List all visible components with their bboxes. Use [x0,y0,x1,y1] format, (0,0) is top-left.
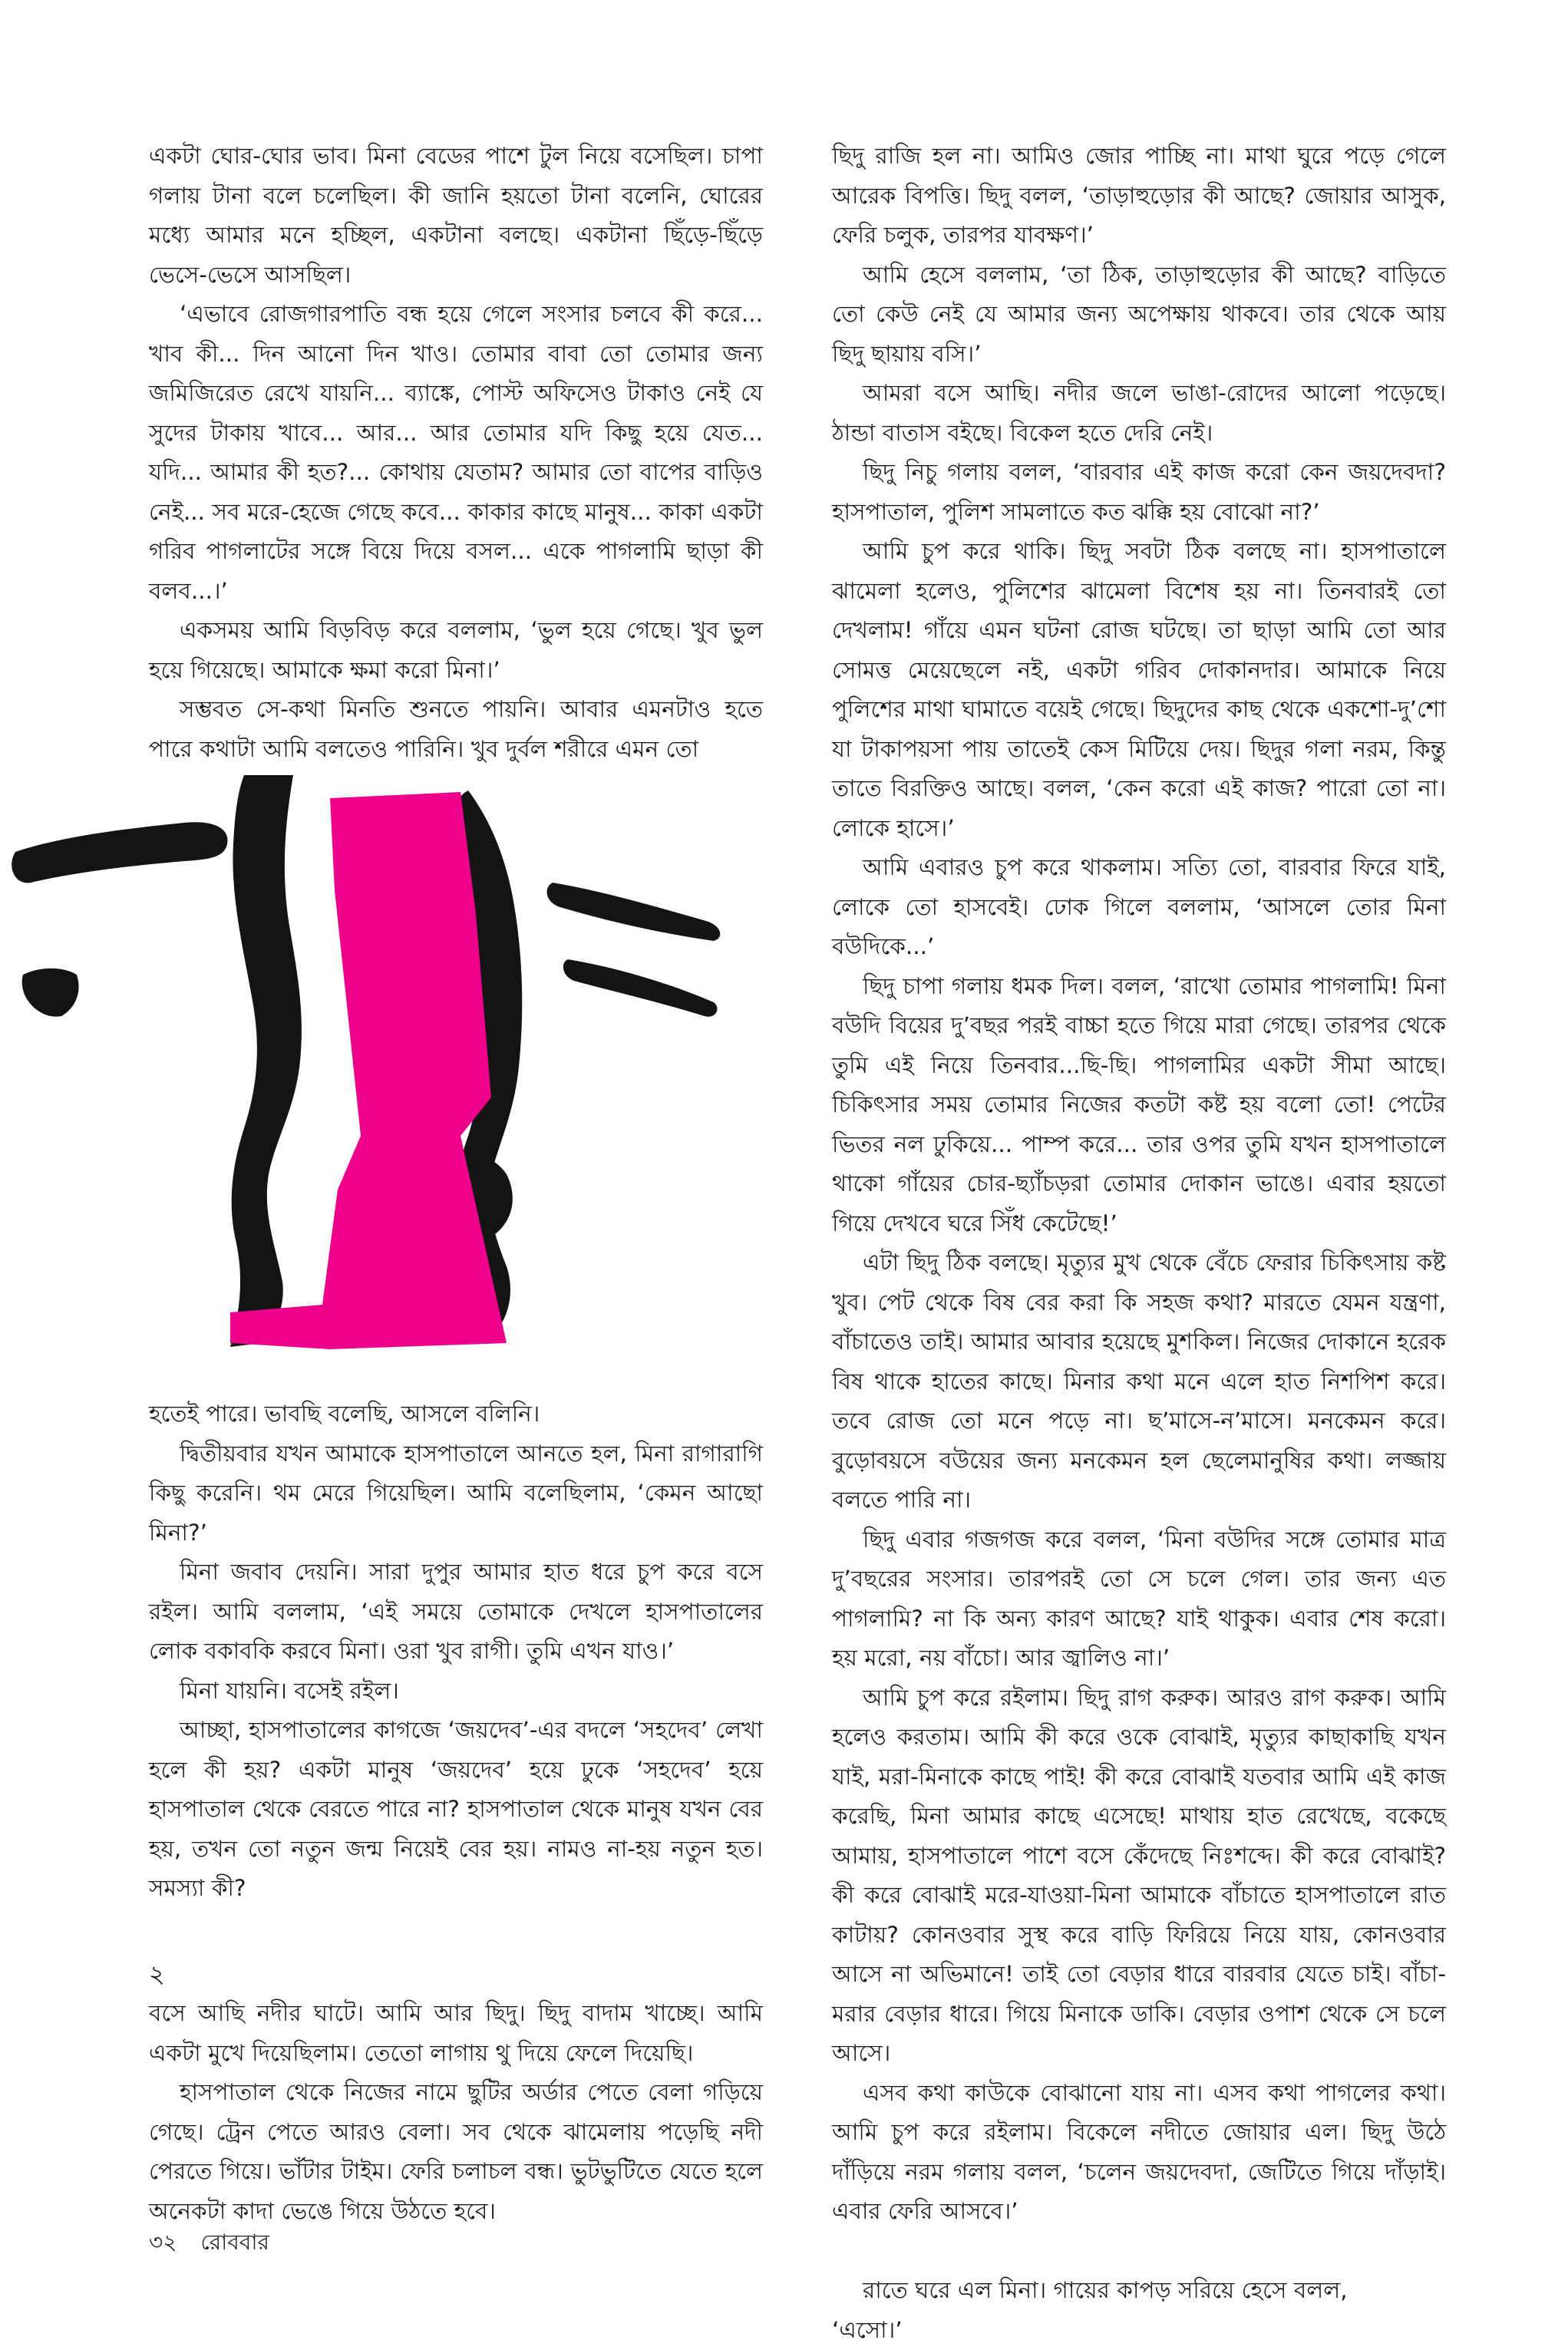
paragraph: সম্ভবত সে-কথা মিনতি শুনতে পায়নি। আবার এমনটাও হতে পারে কথাটা আমি বলতেও পারিনি। খুব দুর্বল শরীরে এমন তো [149,690,763,769]
left-column-bottom [149,1394,763,2231]
paragraph: ‘এভাবে রোজগারপাতি বন্ধ হয়ে গেলে সংসার চলবে কী করে... খাব কী... দিন আনো দিন খাও। তোমার বাবা তো তোমার জন্য জমিজিরেত রেখে যায়নি... ব্যাঙ্কে, পোস্ট অফিসেও টাকাও নেই যে সুদের টাকায় খাবে... আর... আর তোমার যদি কিছু হয়ে যেত... যদি... আমার কী হত?... কোথায় যেতাম? আমার তো বাপের বাড়িও নেই... সব মরে-হেজে গেছে কবে... কাকার কাছে মানুষ... কাকা একটা গরিব পাগলাটের সঙ্গে বিয়ে দিয়ে বসল... একে পাগলামি ছাড়া কী বলব...।’ [149,295,763,611]
closing-paragraphs [832,2271,1446,2350]
paragraph: এসব কথা কাউকে বোঝানো যায় না। এসব কথা পাগলের কথা। আমি চুপ করে রইলাম। বিকেলে নদীতে জোয়ার এল। ছিদু উঠে দাঁড়িয়ে নরম গলায় বলল, ‘চলেন জয়দেবদা, জেটিতে গিয়ে দাঁড়াই। এবার ফেরি আসবে।’ [832,2074,1446,2232]
section-number: ২ [149,1955,763,1995]
paragraph: আমি হেসে বললাম, ‘তা ঠিক, তাড়াহুড়োর কী আছে? বাড়িতে তো কেউ নেই যে আমার জন্য অপেক্ষায় থাকবে। তার থেকে আয় ছিদু ছায়ায় বসি।’ [832,256,1446,375]
left-column-top [149,137,763,769]
paragraph: আচ্ছা, হাসপাতালের কাগজে ‘জয়দেব’-এর বদলে ‘সহদেব’ লেখা হলে কী হয়? একটা মানুষ ‘জয়দেব’ হয়ে ঢুকে ‘সহদেব’ হয়ে হাসপাতাল থেকে বেরতে পারে না? হাসপাতাল থেকে মানুষ যখন বের হয়, তখন তো নতুন জন্ম নিয়েই বের হয়। নামও না-হয় নতুন হত। সমস্যা কী? [149,1711,763,1909]
paragraph: ছিদু এবার গজগজ করে বলল, ‘মিনা বউদির সঙ্গে তোমার মাত্র দু’বছরের সংসার। তারপরই তো সে চলে গেল। তার জন্য এত পাগলামি? না কি অন্য কারণ আছে? যাই থাকুক। এবার শেষ করো। হয় মরো, নয় বাঁচো। আর জ্বালিও না।’ [832,1520,1446,1678]
abstract-face-illustration [0,775,760,1358]
paragraph: ছিদু রাজি হল না। আমিও জোর পাচ্ছি না। মাথা ঘুরে পড়ে গেলে আরেক বিপত্তি। ছিদু বলল, ‘তাড়াহুড়োর কী আছে? জোয়ার আসুক, ফেরি চলুক, তারপর যাবক্ষণ।’ [832,137,1446,256]
paragraph: ছিদু নিচু গলায় বলল, ‘বারবার এই কাজ করো কেন জয়দেবদা? হাসপাতাল, পুলিশ সামলাতে কত ঝক্কি হয় বোঝো না?’ [832,453,1446,532]
section-two-paragraphs [149,1994,763,2231]
right-column [832,137,1446,2350]
left-top-paragraphs [149,137,763,769]
page-number: ৩২ [149,2230,177,2255]
paragraph: রাতে ঘরে এল মিনা। গায়ের কাপড় সরিয়ে হেসে বলল, [832,2271,1446,2311]
paragraph: বসে আছি নদীর ঘাটে। আমি আর ছিদু। ছিদু বাদাম খাচ্ছে। আমি একটা মুখে দিয়েছিলাম। তেতো লাগায় থু দিয়ে ফেলে দিয়েছি। [149,1994,763,2073]
paragraph: হাসপাতাল থেকে নিজের নামে ছুটির অর্ডার পেতে বেলা গড়িয়ে গেছে। ট্রেন পেতে আরও বেলা। সব থেকে ঝামেলায় পড়েছি নদী পেরতে গিয়ে। ভাঁটার টাইম। ফেরি চলাচল বন্ধ। ভুটভুটিতে যেতে হলে অনেকটা কাদা ভেঙে গিয়ে উঠতে হবে। [149,2073,763,2231]
brush-stroke-eye-lower [563,959,718,1017]
paragraph: ‘এসো।’ [832,2311,1446,2350]
paragraph: মিনা জবাব দেয়নি। সারা দুপুর আমার হাত ধরে চুপ করে বসে রইল। আমি বললাম, ‘এই সময়ে তোমাকে দেখলে হাসপাতালের লোক বকাবকি করবে মিনা। ওরা খুব রাগী। তুমি এখন যাও।’ [149,1553,763,1672]
paragraph: আমি চুপ করে রইলাম। ছিদু রাগ করুক। আরও রাগ করুক। আমি হলেও করতাম। আমি কী করে ওকে বোঝাই, মৃত্যুর কাছাকাছি যখন যাই, মরা-মিনাকে কাছে পাই! কী করে বোঝাই যতবার আমি এই কাজ করেছি, মিনা আমার কাছে এসেছে! মাথায় হাত রেখেছে, বকেছে আমায়, হাসপাতালে পাশে বসে কেঁদেছে নিঃশব্দে। কী করে বোঝাই? কী করে বোঝাই মরে-যাওয়া-মিনা আমাকে বাঁচাতে হাসপাতালে রাত কাটায়? কোনওবার সুস্থ করে বাড়ি ফিরিয়ে নিয়ে যায়, কোনওবার আসে না অভিমানে! তাই তো বেড়ার ধারে বারবার যেতে চাই। বাঁচা-মরার বেড়ার ধারে। গিয়ে মিনাকে ডাকি। বেড়ার ওপাশ থেকে সে চলে আসে। [832,1678,1446,2074]
paragraph: এটা ছিদু ঠিক বলছে। মৃত্যুর মুখ থেকে বেঁচে ফেরার চিকিৎসায় কষ্ট খুব। পেট থেকে বিষ বের করা কি সহজ কথা? মারতে যেমন যন্ত্রণা, বাঁচাতেও তাই। আমার আবার হয়েছে মুশকিল। নিজের দোকানে হরেক বিষ থাকে হাতের কাছে। মিনার কথা মনে এলে হাত নিশপিশ করে। তবে রোজ তো মনে পড়ে না। ছ’মাসে-ন’মাসে। মনকেমন করে। বুড়োবয়সে বউয়ের জন্য মনকেমন হল ছেলেমানুষির কথা। লজ্জায় বলতে পারি না। [832,1243,1446,1520]
brush-stroke-left-mid [22,969,79,1017]
brush-stroke-left-top [12,822,227,883]
magazine-name: রোববার [200,2230,269,2255]
left-bottom-paragraphs [149,1394,763,1909]
paragraph: হতেই পারে। ভাবছি বলেছি, আসলে বলিনি। [149,1394,763,1434]
brush-stroke-eye-upper [547,883,721,941]
right-paragraphs [832,137,1446,2232]
paragraph: একটা ঘোর-ঘোর ভাব। মিনা বেডের পাশে টুল নিয়ে বসেছিল। চাপা গলায় টানা বলে চলেছিল। কী জানি হয়তো টানা বলেনি, ঘোরের মধ্যে আমার মনে হচ্ছিল, একটানা বলছে। একটানা ছিঁড়ে-ছিঁড়ে ভেসে-ভেসে আসছিল। [149,137,763,295]
paragraph: আমি চুপ করে থাকি। ছিদু সবটা ঠিক বলছে না। হাসপাতালে ঝামেলা হলেও, পুলিশের ঝামেলা বিশেষ হয় না। তিনবারই তো দেখলাম! গাঁয়ে এমন ঘটনা রোজ ঘটছে। তা ছাড়া আমি তো আর সোমত্ত মেয়েছেলে নই, একটা গরিব দোকানদার। আমাকে নিয়ে পুলিশের মাথা ঘামাতে বয়েই গেছে। ছিদুদের কাছ থেকে একশো-দু’শো যা টাকাপয়সা পায় তাতেই কেস মিটিয়ে দেয়। ছিদুর গলা নরম, কিন্তু তাতে বিরক্তিও আছে। বলল, ‘কেন করো এই কাজ? পারো তো না। লোকে হাসে।’ [832,532,1446,848]
paragraph: মিনা যায়নি। বসেই রইল। [149,1672,763,1711]
paragraph: ছিদু চাপা গলায় ধমক দিল। বলল, ‘রাখো তোমার পাগলামি! মিনা বউদি বিয়ের দু’বছর পরই বাচ্চা হতে গিয়ে মারা গেছে। তারপর থেকে তুমি এই নিয়ে তিনবার...ছি-ছি। পাগলামির একটা সীমা আছে। চিকিৎসার সময় তোমার নিজের কতটা কষ্ট হয় বলো তো! পেটের ভিতর নল ঢুকিয়ে... পাম্প করে... তার ওপর তুমি যখন হাসপাতালে থাকো গাঁয়ের চোর-ছ্যাঁচড়রা তোমার দোকান ভাঙে। এবার হয়তো গিয়ে দেখবে ঘরে সিঁধ কেটেছে!’ [832,967,1446,1244]
paragraph: আমরা বসে আছি। নদীর জলে ভাঙা-রোদের আলো পড়েছে। ঠান্ডা বাতাস বইছে। বিকেল হতে দেরি নেই। [832,374,1446,453]
paragraph: দ্বিতীয়বার যখন আমাকে হাসপাতালে আনতে হল, মিনা রাগারাগি কিছু করেনি। থম মেরে গিয়েছিল। আমি বলেছিলাম, ‘কেমন আছো মিনা?’ [149,1434,763,1553]
paragraph: একসময় আমি বিড়বিড় করে বললাম, ‘ভুল হয়ে গেছে। খুব ভুল হয়ে গিয়েছে। আমাকে ক্ষমা করো মিনা।’ [149,611,763,690]
paragraph: আমি এবারও চুপ করে থাকলাম। সত্যি তো, বারবার ফিরে যাই, লোকে তো হাসবেই। ঢোক গিলে বললাম, ‘আসলে তোর মিনা বউদিকে...’ [832,848,1446,967]
brush-stroke-profile [230,775,302,1347]
page-footer [149,2226,286,2262]
